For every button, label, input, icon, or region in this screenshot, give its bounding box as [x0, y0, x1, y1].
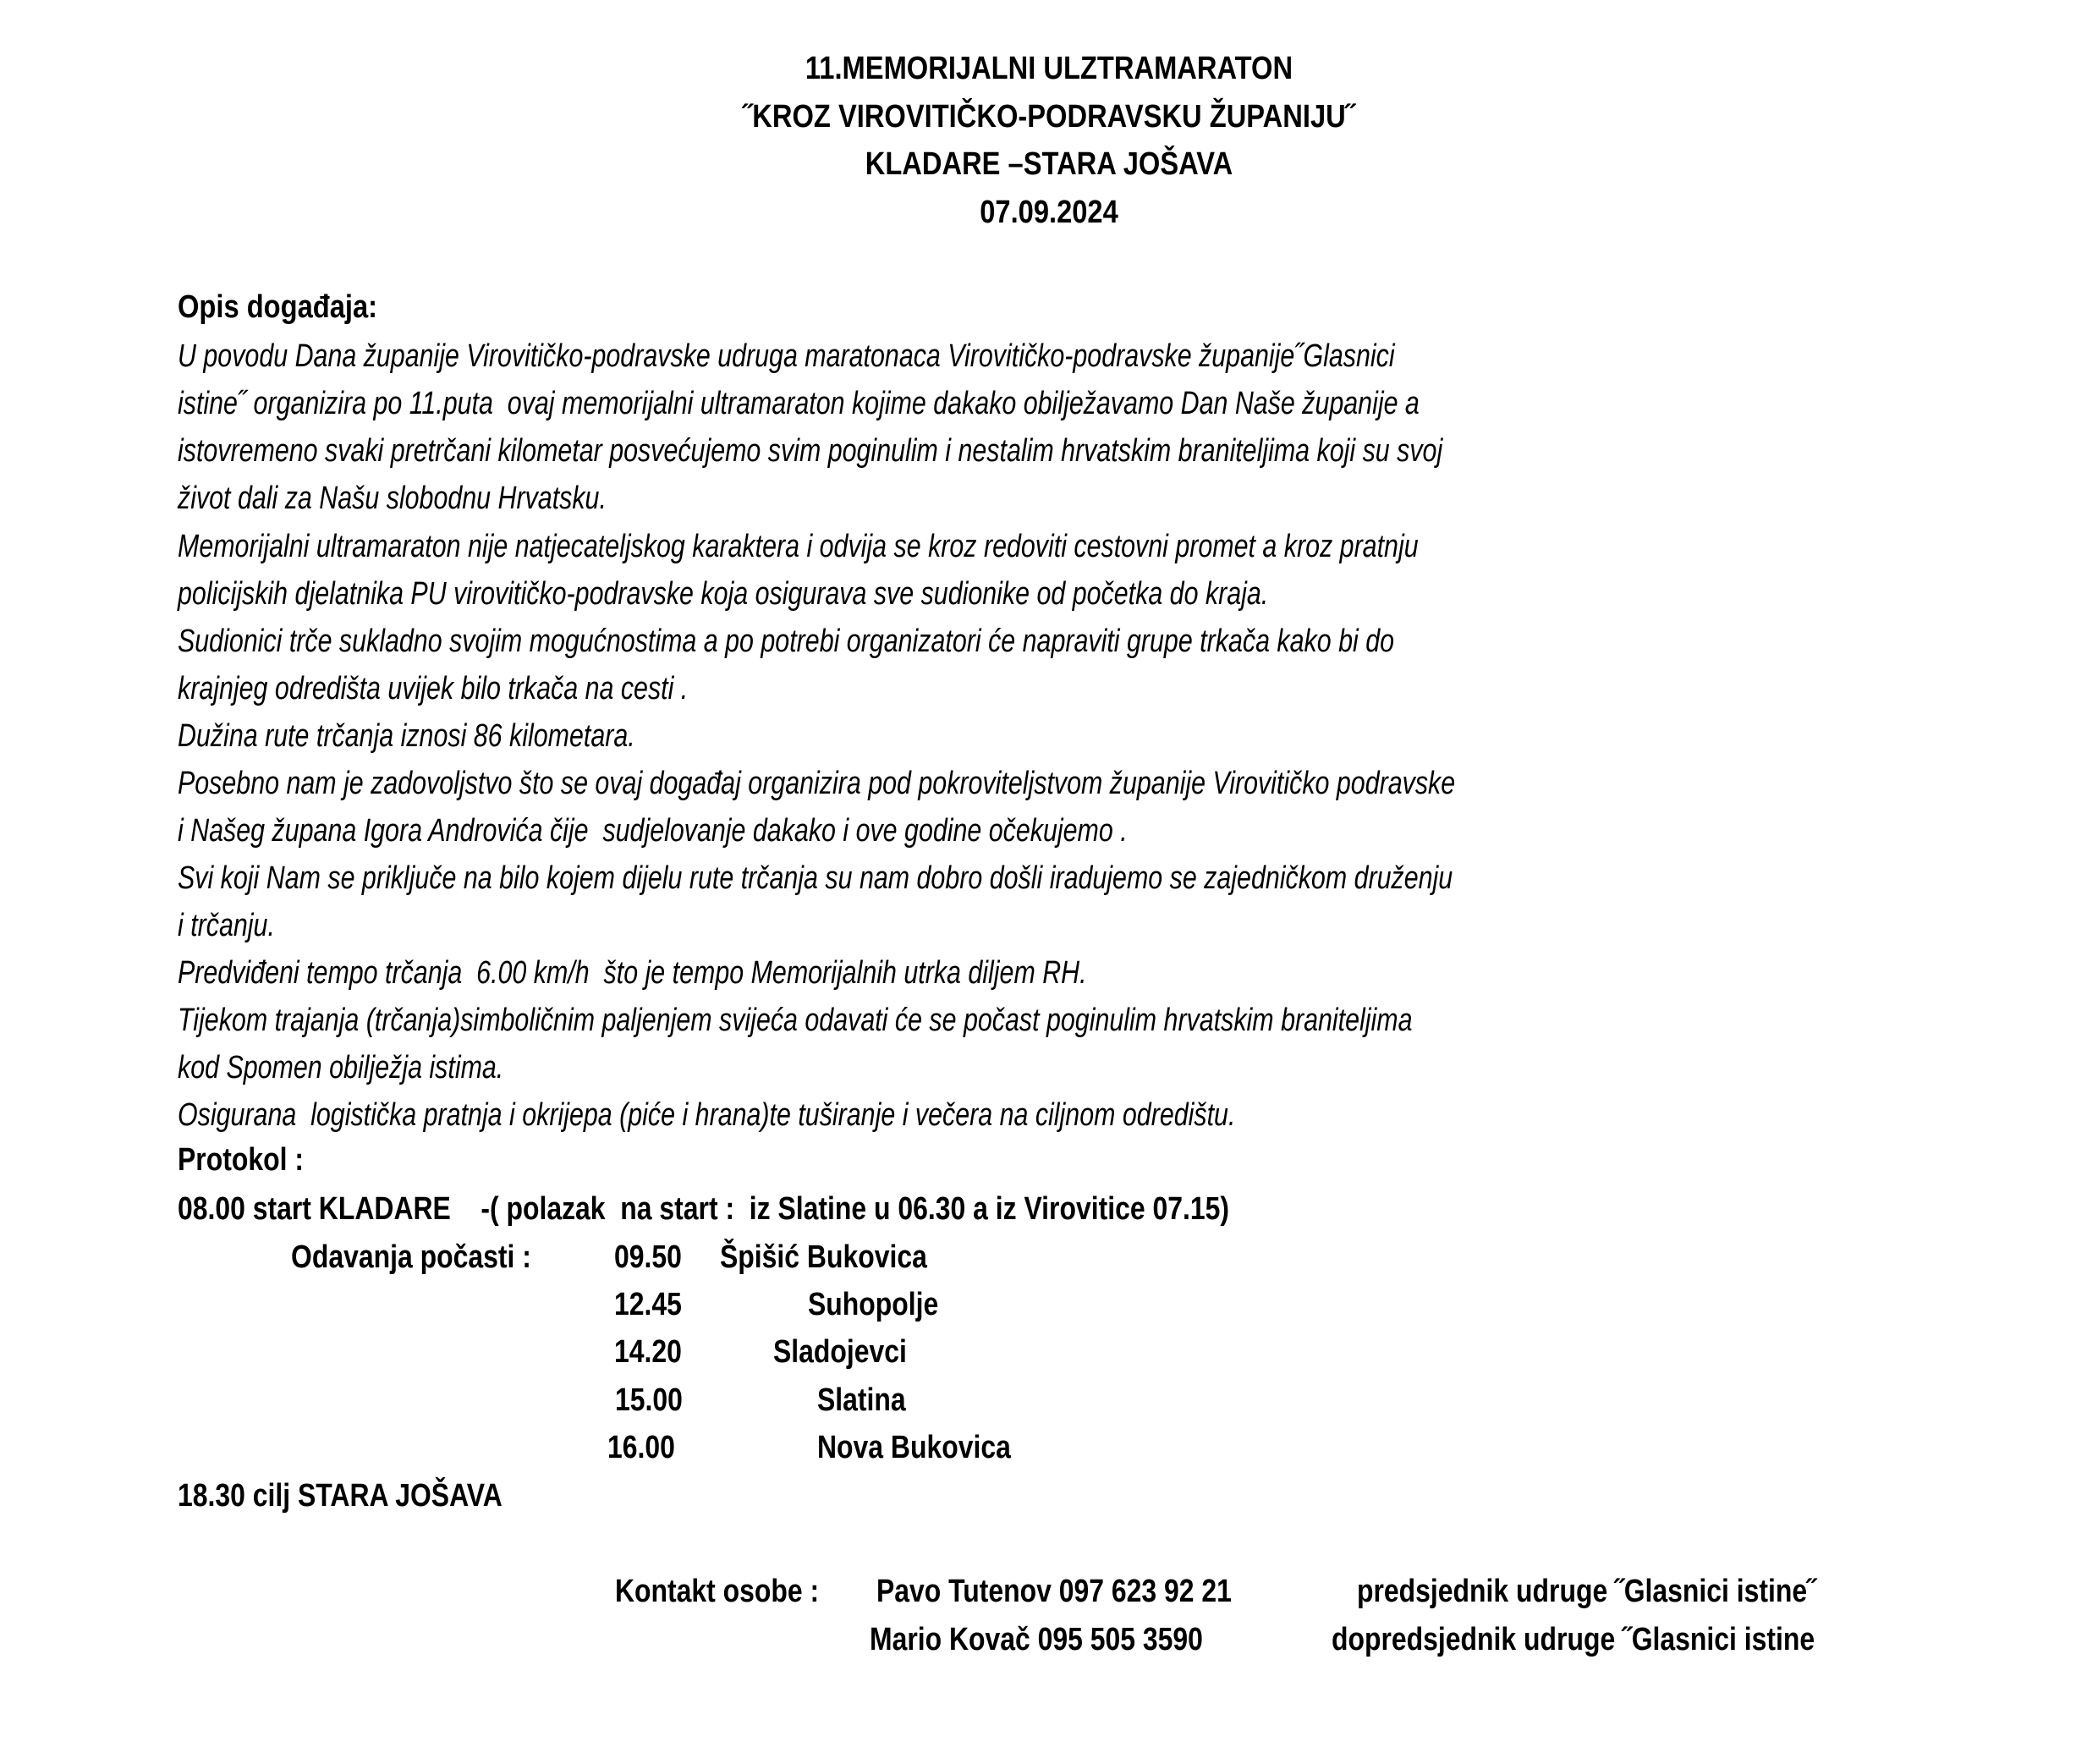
description-line: i Našeg župana Igora Androvića čije sudjelovanje dakako i ove godine očekujemo . — [178, 813, 1128, 849]
protocol-start: 08.00 start KLADARE -( polazak na start : iz Slatine u 06.30 a iz Virovitice 07.15) — [178, 1191, 1229, 1227]
contact-role: predsjednik udruge ˝Glasnici istine˝ — [1357, 1574, 1816, 1609]
stop-place: Sladojevci — [773, 1334, 907, 1370]
description-line: život dali za Našu slobodnu Hrvatsku. — [178, 481, 607, 516]
description-line: Posebno nam je zadovoljstvo što se ovaj događaj organizira pod pokroviteljstvom županije Virovitičko podravske — [178, 766, 1456, 801]
stop-time: 12.45 — [614, 1287, 682, 1322]
description-line: krajnjeg odredišta uvijek bilo trkača na cesti . — [178, 671, 689, 706]
protocol-heading: Protokol : — [178, 1142, 304, 1178]
description-line: kod Spomen obilježja istima. — [178, 1050, 504, 1085]
description-line: Predviđeni tempo trčanja 6.00 km/h što je tempo Memorijalnih utrka diljem RH. — [178, 955, 1087, 991]
stop-place: Špišić Bukovica — [720, 1239, 927, 1275]
contact-name-phone: Pavo Tutenov 097 623 92 21 — [876, 1574, 1232, 1609]
stop-time: 16.00 — [607, 1430, 675, 1465]
description-line: Tijekom trajanja (trčanja)simboličnim paljenjem svijeća odavati će se počast poginulim hrvatskim braniteljima — [178, 1003, 1413, 1038]
description-line: Sudionici trče sukladno svojim mogućnostima a po potrebi organizatori će napraviti grupe trkača kako bi do — [178, 624, 1395, 659]
description-line: Dužina rute trčanja iznosi 86 kilometara. — [178, 718, 635, 754]
stop-place: Slatina — [817, 1382, 906, 1418]
event-date: 07.09.2024 — [980, 195, 1118, 230]
stop-time: 14.20 — [614, 1334, 682, 1370]
event-subtitle: ˝KROZ VIROVITIČKO-PODRAVSKU ŽUPANIJU˝ — [743, 99, 1355, 135]
description-line: U povodu Dana županije Virovitičko-podravske udruga maratonaca Virovitičko-podravske županije˝Glasnici — [178, 338, 1395, 374]
description-line: policijskih djelatnika PU virovitičko-podravske koja osigurava sve sudionike od početka do kraja. — [178, 576, 1269, 612]
honors-label: Odavanja počasti : — [291, 1239, 531, 1275]
stop-time: 15.00 — [615, 1382, 683, 1418]
stop-place: Suhopolje — [808, 1287, 939, 1322]
contact-name-phone: Mario Kovač 095 505 3590 — [870, 1622, 1203, 1657]
description-line: Osigurana logistička pratnja i okrijepa (piće i hrana)te tuširanje i večera na ciljnom odredištu. — [178, 1097, 1236, 1133]
event-title: 11.MEMORIJALNI ULZTRAMARATON — [805, 51, 1293, 86]
description-line: i trčanju. — [178, 908, 275, 943]
description-line: istine˝ organizira po 11.puta ovaj memorijalni ultramaraton kojime dakako obilježavamo Dan Naše županije a — [178, 386, 1420, 421]
stop-time: 09.50 — [614, 1239, 682, 1275]
description-line: Memorijalni ultramaraton nije natjecateljskog karaktera i odvija se kroz redoviti cestovni promet a kroz pratnju — [178, 529, 1419, 564]
description-line: istovremeno svaki pretrčani kilometar posvećujemo svim poginulim i nestalim hrvatskim braniteljima koji su svoj — [178, 433, 1443, 469]
description-line: Svi koji Nam se priključe na bilo kojem dijelu rute trčanja su nam dobro došli iradujemo se zajedničkom druženju — [178, 860, 1453, 896]
contacts-label: Kontakt osobe : — [615, 1574, 820, 1609]
stop-place: Nova Bukovica — [817, 1430, 1011, 1465]
event-route: KLADARE –STARA JOŠAVA — [865, 146, 1233, 182]
description-heading: Opis događaja: — [178, 289, 378, 325]
protocol-finish: 18.30 cilj STARA JOŠAVA — [178, 1478, 503, 1514]
contact-role: dopredsjednik udruge ˝Glasnici istine — [1332, 1622, 1815, 1657]
